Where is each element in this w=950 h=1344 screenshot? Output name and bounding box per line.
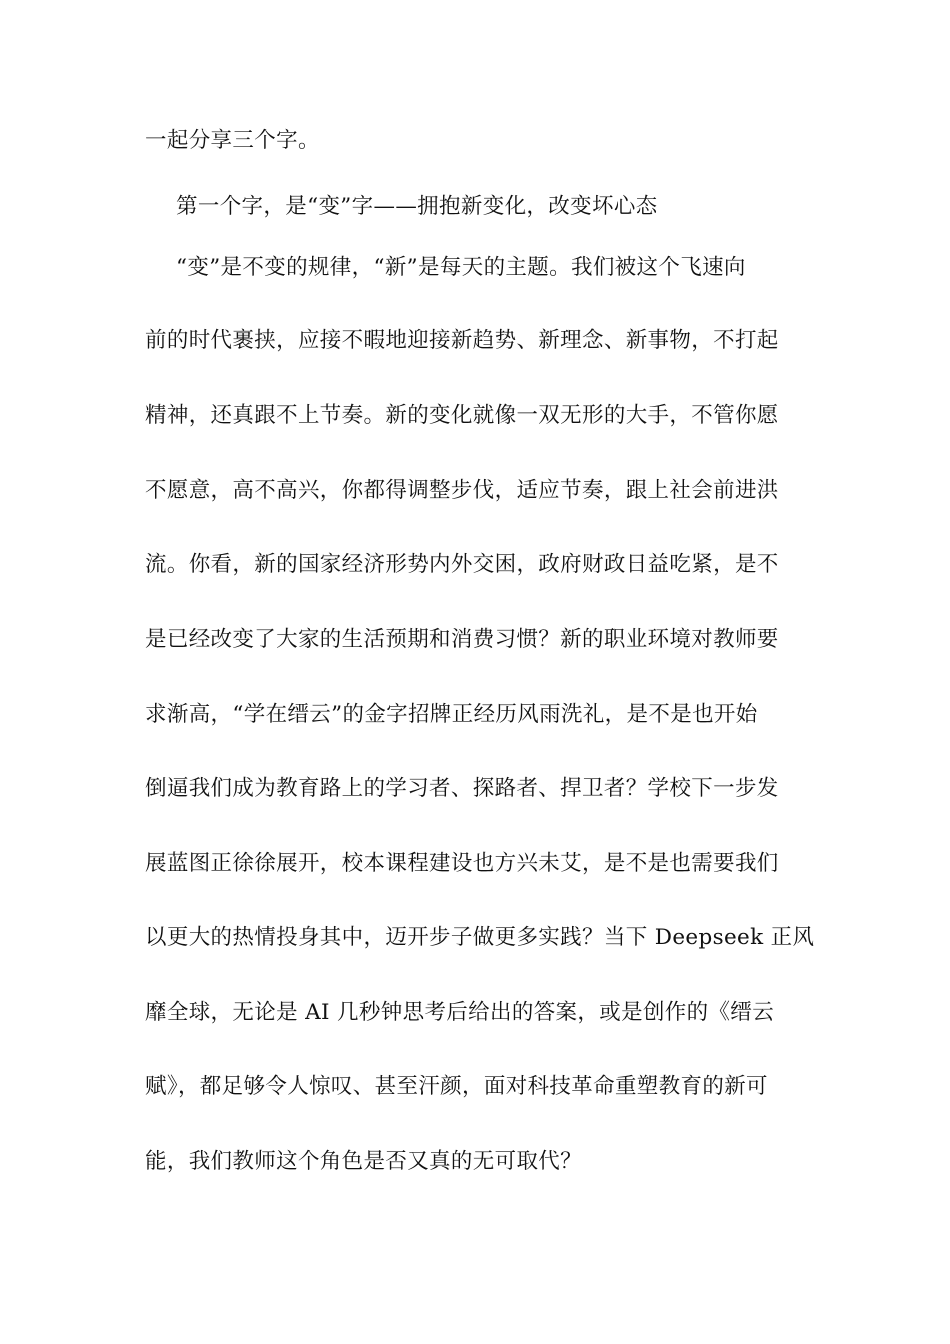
paragraph-line: 是已经改变了大家的生活预期和消费习惯？新的职业环境对教师要 [145, 627, 779, 652]
paragraph-line: 精神，还真跟不上节奏。新的变化就像一双无形的大手，不管你愿 [145, 403, 779, 428]
paragraph-line: 能，我们教师这个角色是否又真的无可取代？ [145, 1149, 583, 1174]
paragraph-line: 不愿意，高不高兴，你都得调整步伐，适应节奏，跟上社会前进洪 [145, 478, 779, 503]
paragraph-line: 流。你看，新的国家经济形势内外交困，政府财政日益吃紧，是不 [145, 552, 779, 577]
paragraph-line: 前的时代裹挟，应接不暇地迎接新趋势、新理念、新事物，不打起 [145, 328, 779, 353]
paragraph-line: 展蓝图正徐徐展开，校本课程建设也方兴未艾，是不是也需要我们 [145, 851, 779, 876]
paragraph-line: 求渐高，“学在缙云”的金字招牌正经历风雨洗礼，是不是也开始 [145, 702, 758, 727]
paragraph-line: 以更大的热情投身其中，迈开步子做更多实践？当下 Deepseek 正风 [145, 925, 815, 950]
section-heading: 第一个字，是“变”字——拥抱新变化，改变坏心态 [176, 194, 658, 219]
paragraph-line: 靡全球，无论是 AI 几秒钟思考后给出的答案，或是创作的《缙云 [145, 1000, 775, 1025]
opening-line: 一起分享三个字。 [145, 128, 320, 153]
paragraph-line: “变”是不变的规律，“新”是每天的主题。我们被这个飞速向 [176, 255, 746, 280]
paragraph-line: 赋》，都足够令人惊叹、甚至汗颜，面对科技革命重塑教育的新可 [145, 1074, 768, 1099]
paragraph-line: 倒逼我们成为教育路上的学习者、探路者、捍卫者？学校下一步发 [145, 776, 779, 801]
